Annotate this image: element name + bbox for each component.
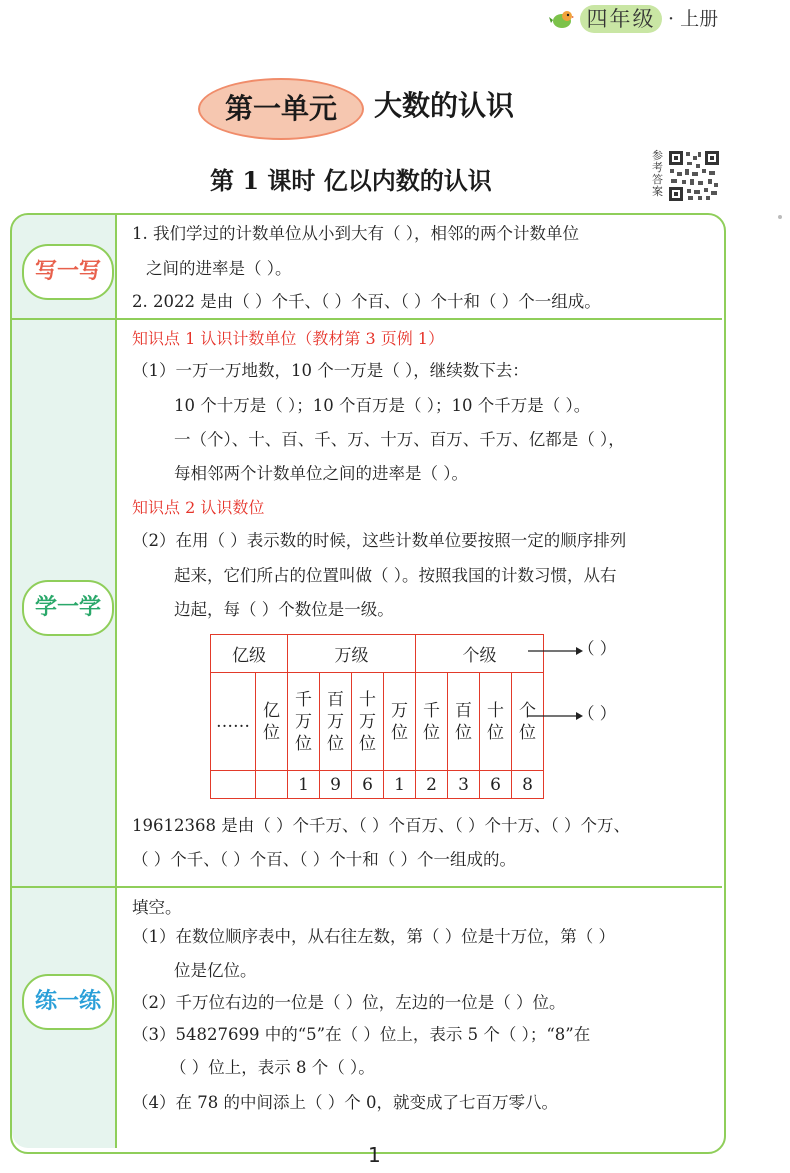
qr-code-icon[interactable]: [668, 150, 720, 202]
digit-cell: 6: [352, 771, 384, 799]
digit-cell: 1: [384, 771, 416, 799]
section-divider-2: [12, 886, 722, 888]
learn-q2-line-3: 边起，每（ ）个数位是一级。: [174, 600, 394, 619]
term-label: · 上册: [668, 8, 719, 30]
tab-learn: 学一学: [22, 580, 114, 636]
place-cell: 百 万 位: [320, 673, 352, 771]
write-line-3: 2. 2022 是由（ ）个千、（ ）个百、（ ）个十和（ ）个一组成。: [132, 292, 601, 311]
level-header: 亿级: [211, 635, 288, 673]
level-header: 万级: [288, 635, 416, 673]
place-cell: 万 位: [384, 673, 416, 771]
learn-q2-line-1: （2）在用（ ）表示数的时候，这些计数单位要按照一定的顺序排列: [132, 531, 627, 550]
place-cell: 百 位: [448, 673, 480, 771]
knowledge-point-1: 知识点 1 认识计数单位（教材第 3 页例 1）: [132, 329, 444, 348]
practice-line-7: （4）在 78 的中间添上（ ）个 0，就变成了七百万零八。: [132, 1093, 558, 1112]
place-blank: （ ）: [578, 704, 617, 723]
place-cell: 十 万 位: [352, 673, 384, 771]
answer-label: 参考答案: [652, 149, 663, 198]
digit-cell: 2: [416, 771, 448, 799]
practice-line-6: （ ）位上，表示 8 个（ ）。: [170, 1058, 375, 1077]
learn-q2-line-2: 起来，它们所占的位置叫做（ ）。按照我国的计数习惯，从右: [174, 566, 617, 585]
digit-cell: 1: [288, 771, 320, 799]
lesson-title: 第 1 课时 亿以内数的认识: [210, 166, 492, 195]
decor-dot: [778, 215, 782, 219]
place-cell: 千 万 位: [288, 673, 320, 771]
place-value-table: [210, 634, 544, 799]
learn-q3-line-1: 19612368 是由（ ）个千万、（ ）个百万、（ ）个十万、（ ）个万、: [132, 816, 630, 835]
tab-write: 写一写: [22, 244, 114, 300]
tab-practice: 练一练: [22, 974, 114, 1030]
place-cell: 亿 位: [256, 673, 288, 771]
learn-q1-line-4: 每相邻两个计数单位之间的进率是（ ）。: [174, 464, 468, 483]
level-blank: （ ）: [578, 639, 617, 658]
unit-label: 第一单元: [198, 78, 364, 140]
knowledge-point-2: 知识点 2 认识数位: [132, 498, 265, 517]
place-cell: 十 位: [480, 673, 512, 771]
practice-line-4: （2）千万位右边的一位是（ ）位，左边的一位是（ ）位。: [132, 993, 566, 1012]
learn-q1-line-1: （1）一万一万地数，10 个一万是（ ），继续数下去：: [132, 361, 529, 380]
practice-line-1: 填空。: [132, 898, 182, 917]
practice-line-3: 位是亿位。: [174, 961, 257, 980]
sidebar-divider: [115, 215, 117, 1148]
grade-badge: 四年级: [580, 5, 662, 33]
learn-q3-line-2: （ ）个千、（ ）个百、（ ）个十和（ ）个一组成的。: [132, 850, 516, 869]
place-cell: 千 位: [416, 673, 448, 771]
page-number: 1: [368, 1143, 381, 1167]
level-header: 个级: [416, 635, 544, 673]
arrow-icon: [528, 644, 584, 658]
digit-cell: [211, 771, 256, 799]
digit-cell: [256, 771, 288, 799]
place-cell: 个 位: [512, 673, 544, 771]
place-cell: ……: [211, 673, 256, 771]
learn-q1-line-2: 10 个十万是（ ）；10 个百万是（ ）；10 个千万是（ ）。: [174, 396, 591, 415]
unit-name: 大数的认识: [374, 89, 515, 122]
section-divider-1: [12, 318, 722, 320]
write-line-1: 1. 我们学过的计数单位从小到大有（ ），相邻的两个计数单位: [132, 224, 579, 243]
arrow-icon: [528, 709, 584, 723]
bird-icon: [548, 8, 574, 30]
digit-cell: 9: [320, 771, 352, 799]
write-line-2: 之间的进率是（ ）。: [146, 259, 292, 278]
digit-cell: 3: [448, 771, 480, 799]
digit-cell: 6: [480, 771, 512, 799]
practice-line-5: （3）54827699 中的“5”在（ ）位上，表示 5 个（ ）；“8”在: [132, 1025, 591, 1044]
practice-line-2: （1）在数位顺序表中，从右往左数，第（ ）位是十万位，第（ ）: [132, 927, 615, 946]
digit-cell: 8: [512, 771, 544, 799]
learn-q1-line-3: 一（个）、十、百、千、万、十万、百万、千万、亿都是（ ），: [174, 430, 625, 449]
